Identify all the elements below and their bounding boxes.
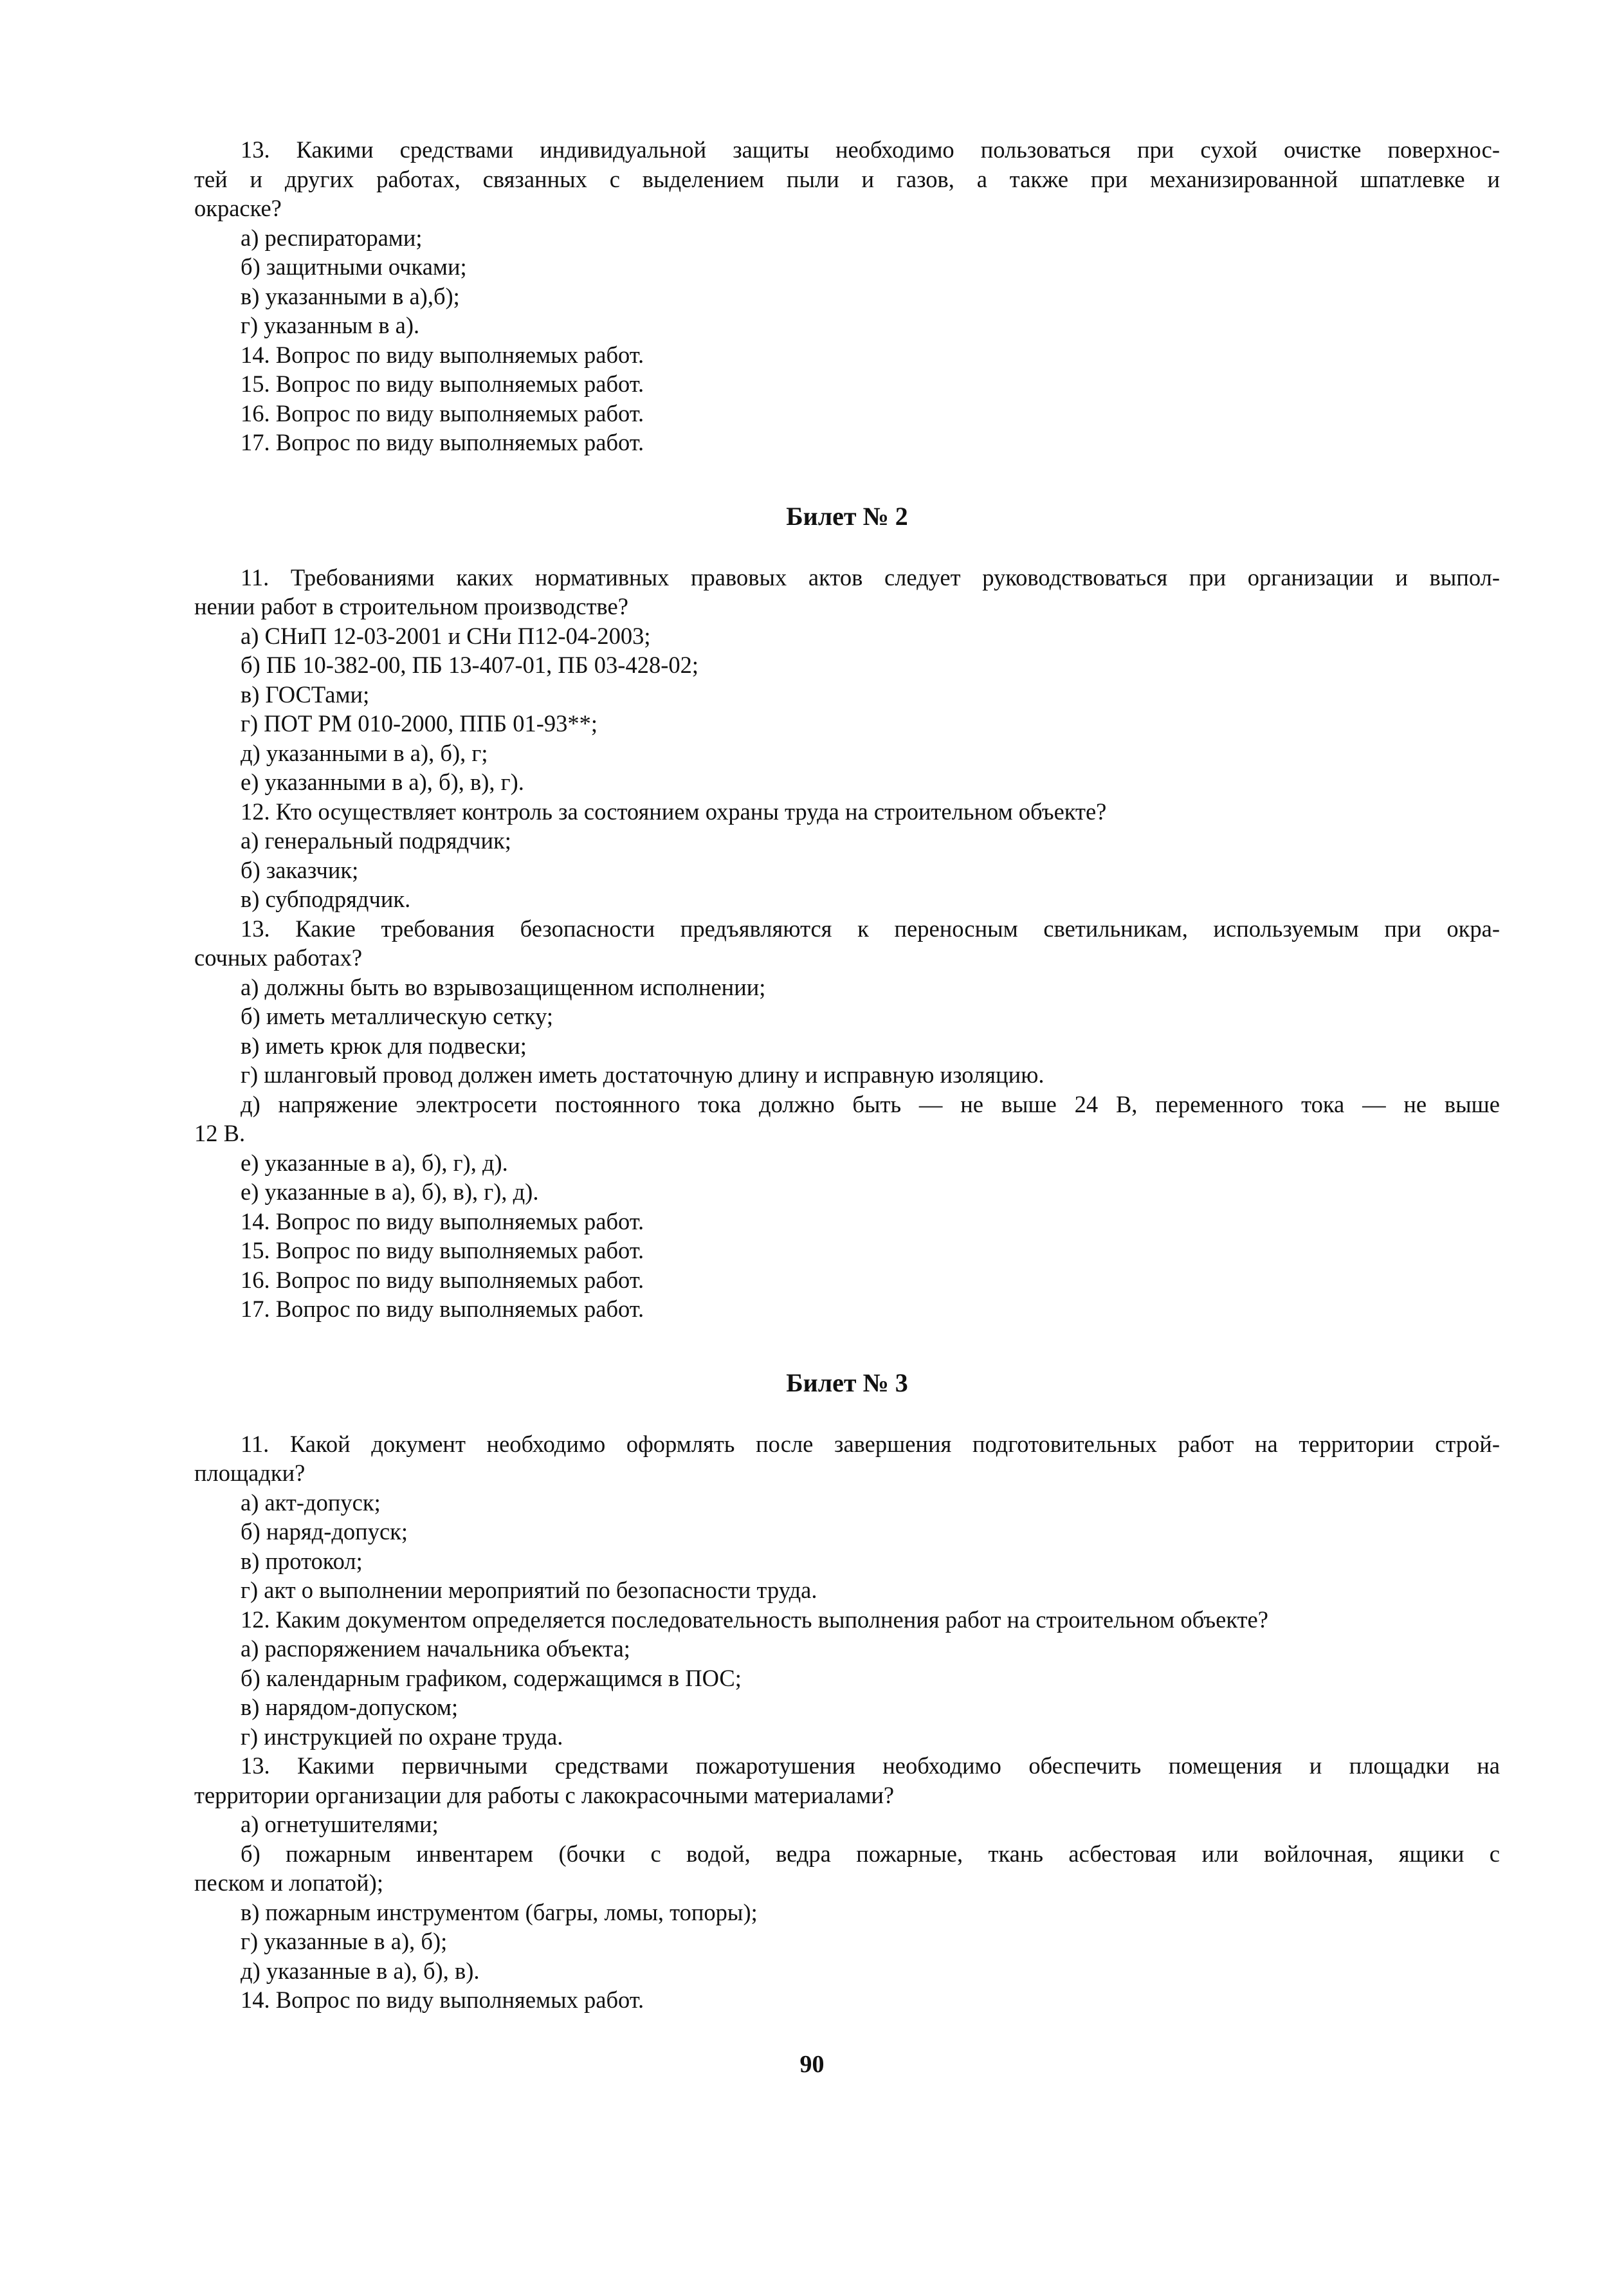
t2-q11-answer-c: в) ГОСТами; <box>241 681 370 708</box>
ticket-3-body <box>194 1429 1500 2015</box>
t3-q12-answer-c: в) нарядом-допуском; <box>241 1694 459 1720</box>
t3-question-12: 12. Каким документом определяется последовательность выполнения работ на строительном объекте? <box>241 1606 1268 1633</box>
t3-q11-answer-c: в) протокол; <box>241 1547 363 1574</box>
t2-question-17: 17. Вопрос по виду выполняемых работ. <box>241 1296 644 1322</box>
t2-q13-answer-e-line-1: д) напряжение электросети постоянного тока должно быть — не выше 24 В, переменного тока — не выше <box>241 1090 1500 1117</box>
t2-q12-answer-b: б) заказчик; <box>241 856 359 883</box>
t2-q11-answer-b: б) ПБ 10-382-00, ПБ 13-407-01, ПБ 03-428-02; <box>241 652 698 678</box>
t3-q12-answer-a: а) распоряжением начальника объекта; <box>241 1635 630 1662</box>
answer-d: г) указанным в а). <box>241 312 420 338</box>
t2-question-11-line-2: нении работ в строительном производстве? <box>194 593 628 619</box>
t3-q13-answer-b-line-1: б) пожарным инвентарем (бочки с водой, ведра пожарные, ткань асбестовая или войлочная, ящики с <box>241 1840 1500 1867</box>
t2-q13-answer-e-line-2: 12 В. <box>194 1120 246 1146</box>
t3-question-11-line-2: площадки? <box>194 1460 306 1486</box>
t3-q11-answer-a: а) акт-допуск; <box>241 1489 381 1516</box>
question-13-line-3: окраске? <box>194 195 282 221</box>
t2-question-12: 12. Кто осуществляет контроль за состоянием охраны труда на строительном объекте? <box>241 798 1107 825</box>
t3-question-11-line-1: 11. Какой документ необходимо оформлять после завершения подготовительных работ на территории строй- <box>241 1430 1500 1457</box>
question-16: 16. Вопрос по виду выполняемых работ. <box>241 399 644 427</box>
t3-q12-answer-b: б) календарным графиком, содержащимся в ПОС; <box>241 1664 742 1691</box>
t3-q11-answer-d: г) акт о выполнении мероприятий по безопасности труда. <box>241 1577 817 1603</box>
t2-question-14: 14. Вопрос по виду выполняемых работ. <box>241 1207 644 1234</box>
ticket-2-body <box>194 563 1500 1324</box>
t3-question-13-line-1: 13. Какими первичными средствами пожаротушения необходимо обеспечить помещения и площадки на <box>241 1752 1500 1779</box>
question-13-line-2: тей и других работах, связанных с выделением пыли и газов, а также при механизированной шпатлевке и <box>194 165 1500 192</box>
t2-q13-answer-g: е) указанные в а), б), в), г), д). <box>241 1179 539 1205</box>
t2-question-13-line-1: 13. Какие требования безопасности предъявляются к переносным светильникам, используемым при окра- <box>241 915 1500 942</box>
answer-c: в) указанными в а),б); <box>241 282 460 309</box>
question-14: 14. Вопрос по виду выполняемых работ. <box>241 341 644 368</box>
t3-q13-answer-c: в) пожарным инструментом (багры, ломы, топоры); <box>241 1898 758 1925</box>
answer-b: б) защитными очками; <box>241 253 467 280</box>
t3-q13-answer-b-line-2: песком и лопатой); <box>194 1869 383 1896</box>
t2-question-16: 16. Вопрос по виду выполняемых работ. <box>241 1266 644 1293</box>
t2-q13-answer-f: е) указанные в а), б), г), д). <box>241 1149 508 1176</box>
t2-question-13-line-2: сочных работах? <box>194 944 363 971</box>
t3-q13-answer-e: д) указанные в а), б), в). <box>241 1957 480 1984</box>
t3-question-14: 14. Вопрос по виду выполняемых работ. <box>241 1987 644 2013</box>
t2-q12-answer-c: в) субподрядчик. <box>241 886 411 912</box>
t2-question-15: 15. Вопрос по виду выполняемых работ. <box>241 1237 644 1263</box>
t3-q12-answer-d: г) инструкцией по охране труда. <box>241 1723 563 1750</box>
t2-q13-answer-c: в) иметь крюк для подвески; <box>241 1032 527 1059</box>
ticket-1-continuation <box>194 135 1500 457</box>
question-13-line-1: 13. Какими средствами индивидуальной защиты необходимо пользоваться при сухой очистке поверхнос- <box>241 136 1500 163</box>
question-17: 17. Вопрос по виду выполняемых работ. <box>241 429 644 455</box>
question-15: 15. Вопрос по виду выполняемых работ. <box>241 371 644 397</box>
t2-q13-answer-a: а) должны быть во взрывозащищенном исполнении; <box>241 973 766 1000</box>
t2-q13-answer-b: б) иметь металлическую сетку; <box>241 1003 554 1029</box>
t2-q11-answer-a: а) СНиП 12-03-2001 и СНи П12-04-2003; <box>241 622 651 649</box>
ticket-2-heading: Билет № 2 <box>786 501 908 531</box>
t3-question-13-line-2: территории организации для работы с лакокрасочными материалами? <box>194 1781 895 1808</box>
document-page <box>194 135 1500 2015</box>
t3-q13-answer-a: а) огнетушителями; <box>241 1811 439 1837</box>
t2-question-11-line-1: 11. Требованиями каких нормативных правовых актов следует руководствоваться при организации и выпол- <box>241 564 1500 591</box>
page-number: 90 <box>799 2051 825 2078</box>
t2-q11-answer-d: г) ПОТ РМ 010-2000, ППБ 01-93**; <box>241 710 598 737</box>
answer-a: а) респираторами; <box>241 224 423 251</box>
t2-q13-answer-d: г) шланговый провод должен иметь достаточную длину и исправную изоляцию. <box>241 1061 1045 1088</box>
t3-q13-answer-d: г) указанные в а), б); <box>241 1928 448 1954</box>
t3-q11-answer-b: б) наряд-допуск; <box>241 1518 408 1545</box>
t2-q12-answer-a: а) генеральный подрядчик; <box>241 827 511 854</box>
t2-q11-answer-e: д) указанными в а), б), г; <box>241 739 488 766</box>
ticket-3-heading: Билет № 3 <box>786 1368 908 1397</box>
t2-q11-answer-f: е) указанными в а), б), в), г). <box>241 769 524 795</box>
